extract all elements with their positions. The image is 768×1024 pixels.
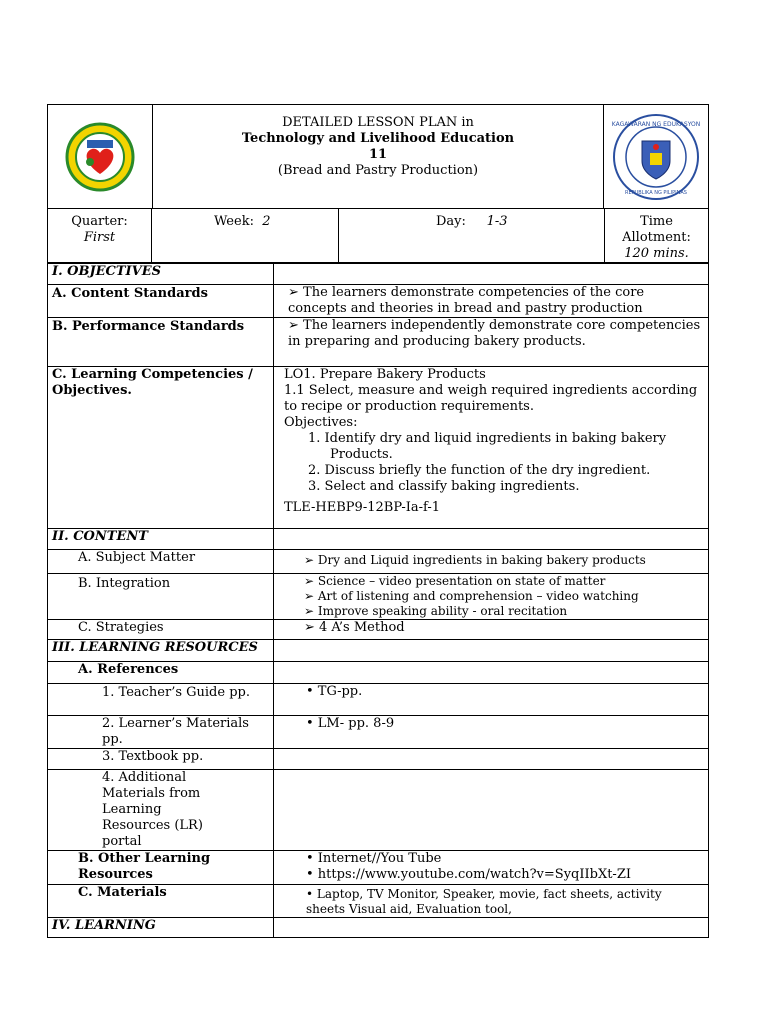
empty-cell: [274, 770, 709, 851]
strategies-label: C. Strategies: [48, 620, 274, 640]
deped-seal-text: KAGAWARAN NG EDUKASYON: [612, 120, 700, 128]
empty-cell: [274, 264, 709, 285]
learners-materials-label: 2. Learner’s Materials pp.: [48, 716, 274, 749]
empty-cell: [274, 640, 709, 662]
resources-heading: III. LEARNING RESOURCES: [48, 640, 274, 662]
performance-standards-text: ➢ The learners independently demonstrate core competencies in preparing and producing bakery products.: [274, 318, 709, 367]
references-label: A. References: [48, 662, 274, 684]
objectives-heading-row: [48, 264, 709, 285]
competency-code: TLE-HEBP9-12BP-Ia-f-1: [284, 500, 441, 515]
other-resources-list: [274, 851, 709, 885]
week-value: 2: [262, 214, 271, 229]
additional-materials-label: 4. Additional Materials from Learning Resources (LR) portal: [48, 770, 274, 851]
content-standards-text: ➢ The learners demonstrate competencies of the core concepts and theories in bread and pastry production: [274, 285, 709, 318]
learners-materials-value: • LM- pp. 8-9: [274, 716, 709, 749]
title-line-1: DETAILED LESSON PLAN in: [282, 115, 474, 130]
other-resources-label: B. Other Learning Resources: [48, 851, 274, 885]
references-row: [48, 662, 709, 684]
day-label: Day:: [436, 214, 466, 229]
quarter-cell: [48, 209, 152, 262]
textbook-label: 3. Textbook pp.: [48, 749, 274, 770]
other-resources-row: [48, 851, 709, 885]
objectives-heading: I. OBJECTIVES: [48, 264, 274, 285]
week-label: Week:: [214, 214, 254, 229]
strategies-text: ➢ 4 A’s Method: [274, 620, 709, 640]
learning-outcome: LO1. Prepare Bakery Products: [284, 367, 486, 382]
objectives-list: [284, 431, 704, 495]
time-value: 120 mins.: [624, 246, 689, 261]
school-logo: [48, 105, 153, 208]
resources-heading-row: [48, 640, 709, 662]
subject-matter-text: ➢ Dry and Liquid ingredients in baking bakery products: [274, 550, 709, 574]
document-title: [153, 105, 603, 208]
title-grade: 11: [368, 147, 388, 162]
learning-competencies-content: [274, 367, 709, 529]
integration-label: B. Integration: [48, 574, 274, 620]
empty-cell: [274, 918, 709, 938]
subject-matter-row: [48, 550, 709, 574]
empty-cell: [274, 749, 709, 770]
list-item: • Internet//You Tube: [306, 851, 442, 866]
teachers-guide-row: [48, 684, 709, 716]
subject-matter-label: A. Subject Matter: [48, 550, 274, 574]
time-allotment-cell: [604, 209, 708, 262]
deped-seal-icon: [612, 113, 700, 201]
content-standards-row: [48, 285, 709, 318]
learning-competencies-row: [48, 367, 709, 529]
empty-cell: [274, 529, 709, 550]
title-subject: Technology and Livelihood Education: [241, 131, 515, 146]
schedule-row: [47, 209, 709, 263]
quarter-value: First: [83, 230, 116, 245]
content-heading: II. CONTENT: [48, 529, 274, 550]
school-seal-icon: [65, 122, 135, 192]
youtube-link[interactable]: • https://www.youtube.com/watch?v=SyqIIbXt-ZI: [306, 867, 631, 882]
lesson-plan-document: [47, 104, 709, 938]
textbook-row: [48, 749, 709, 770]
teachers-guide-value: • TG-pp.: [274, 684, 709, 716]
materials-text: • Laptop, TV Monitor, Speaker, movie, fact sheets, activity sheets Visual aid, Evaluation tool,: [274, 885, 709, 918]
learning-competencies-label: C. Learning Competencies / Objectives.: [48, 367, 274, 529]
integration-list: [274, 574, 709, 620]
quarter-label: Quarter:: [71, 214, 128, 229]
learners-materials-row: [48, 716, 709, 749]
integration-row: [48, 574, 709, 620]
lesson-plan-table: [47, 263, 709, 938]
title-specialization: (Bread and Pastry Production): [277, 163, 479, 178]
list-item: 1. Identify dry and liquid ingredients in baking bakery Products.: [308, 431, 667, 462]
allotment-label: Allotment:: [622, 230, 691, 245]
strategies-row: [48, 620, 709, 640]
list-item: ➢ Art of listening and comprehension – video watching: [304, 589, 639, 603]
empty-cell: [274, 662, 709, 684]
learning-outcome-detail: 1.1 Select, measure and weigh required ingredients according to recipe or production requirements.: [284, 383, 698, 414]
header-row: [47, 104, 709, 209]
materials-row: [48, 885, 709, 918]
learning-heading-row: [48, 918, 709, 938]
additional-materials-row: [48, 770, 709, 851]
week-cell: [152, 209, 339, 262]
day-value: 1-3: [486, 214, 508, 229]
content-heading-row: [48, 529, 709, 550]
day-cell: [339, 209, 604, 262]
deped-seal-bottom-text: REPUBLIKA NG PILIPINAS: [625, 189, 687, 196]
performance-standards-label: B. Performance Standards: [48, 318, 274, 367]
performance-standards-row: [48, 318, 709, 367]
time-label: Time: [640, 214, 673, 229]
list-item: ➢ Improve speaking ability - oral recitation: [304, 604, 568, 618]
deped-logo: [603, 105, 708, 208]
learning-heading: IV. LEARNING: [48, 918, 274, 938]
materials-label: C. Materials: [48, 885, 274, 918]
content-standards-label: A. Content Standards: [48, 285, 274, 318]
objectives-title: Objectives:: [284, 415, 358, 430]
list-item: 3. Select and classify baking ingredients.: [308, 479, 580, 494]
list-item: 2. Discuss briefly the function of the dry ingredient.: [308, 463, 651, 478]
teachers-guide-label: 1. Teacher’s Guide pp.: [48, 684, 274, 716]
list-item: ➢ Science – video presentation on state of matter: [304, 574, 606, 588]
